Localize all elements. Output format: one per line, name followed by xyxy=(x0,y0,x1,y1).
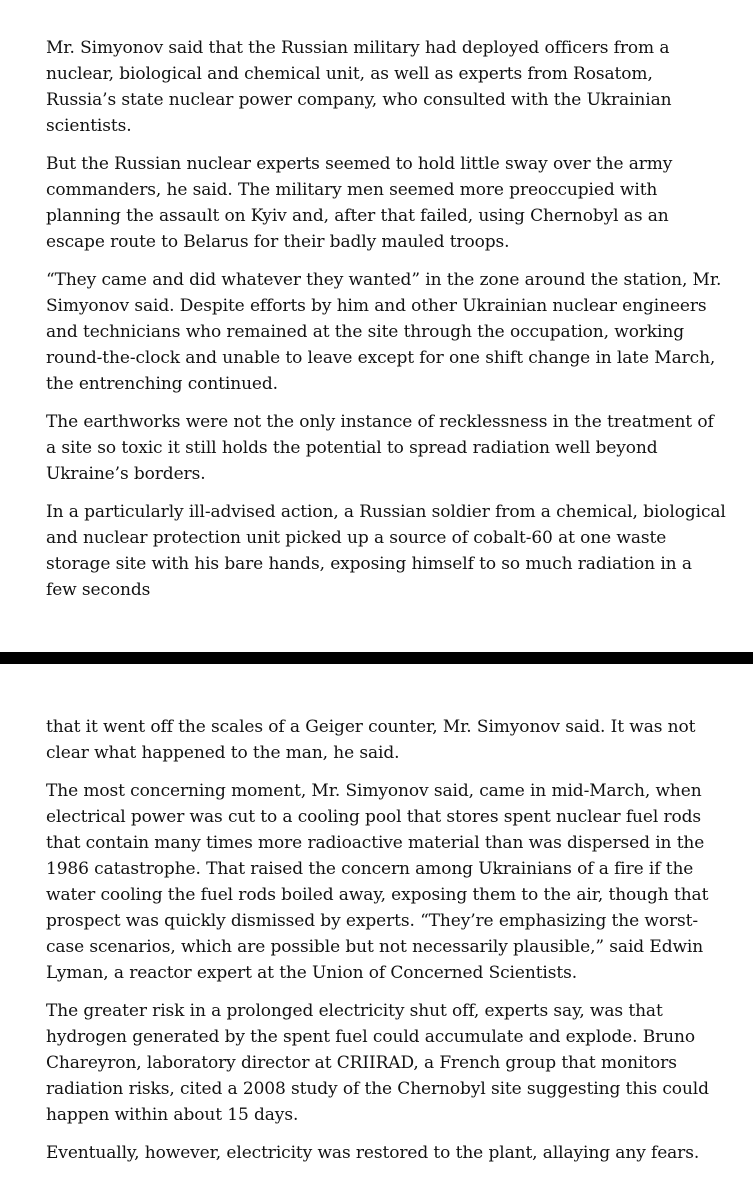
paragraph-military-commanders: But the Russian nuclear experts seemed to hold little sway over the army commanders, he said. The military men seemed more preoccupied with planning the assault on Kyiv and, after that failed, using Chernobyl as an escape route to Belarus for their badly mauled troops. xyxy=(46,154,673,252)
paragraph-cobalt-60: In a particularly ill-advised action, a Russian soldier from a chemical, biological and nuclear protection unit picked up a source of cobalt-60 at one waste storage site with his bare hands, exposing himself to so much radiation in a few seconds xyxy=(46,502,726,600)
paragraph-rosatom-experts: Mr. Simyonov said that the Russian military had deployed officers from a nuclear, biological and chemical unit, as well as experts from Rosatom, Russia’s state nuclear power company, who consulted with the Ukrainian scientists. xyxy=(46,38,672,136)
screenshot-divider xyxy=(0,652,753,664)
article-screenshot-bottom xyxy=(0,664,753,1200)
paragraph-cooling-pool: The most concerning moment, Mr. Simyonov said, came in mid-March, when electrical power was cut to a cooling pool that stores spent nuclear fuel rods that contain many times more radioactive material than was dispersed in the 1986 catastrophe. That raised the concern among Ukrainians of a fire if the water cooling the fuel rods boiled away, exposing them to the air, though that prospect was quickly dismissed by experts. “They’re emphasizing the worst-case scenarios, which are possible but not necessarily plausible,” said Edwin Lyman, a reactor expert at the Union of Concerned Scientists. xyxy=(46,781,709,983)
article-body-top xyxy=(46,35,726,615)
paragraph-recklessness: The earthworks were not the only instance of recklessness in the treatment of a site so toxic it still holds the potential to spread radiation well beyond Ukraine’s borders. xyxy=(46,412,714,484)
paragraph-hydrogen-risk: The greater risk in a prolonged electricity shut off, experts say, was that hydrogen generated by the spent fuel could accumulate and explode. Bruno Chareyron, laboratory director at CRIIRAD, a French group that monitors radiation risks, cited a 2008 study of the Chernobyl site suggesting this could happen within about 15 days. xyxy=(46,1001,709,1125)
paragraph-electricity-restored: Eventually, however, electricity was restored to the plant, allaying any fears. xyxy=(46,1143,700,1163)
paragraph-geiger-counter: that it went off the scales of a Geiger counter, Mr. Simyonov said. It was not clear what happened to the man, he said. xyxy=(46,717,696,763)
paragraph-entrenching-continued: “They came and did whatever they wanted” in the zone around the station, Mr. Simyonov said. Despite efforts by him and other Ukrainian nuclear engineers and technicians who remained at the site through the occupation, working round-the-clock and unable to leave except for one shift change in late March, the entrenching continued. xyxy=(46,270,722,394)
article-body-bottom xyxy=(46,714,726,1178)
